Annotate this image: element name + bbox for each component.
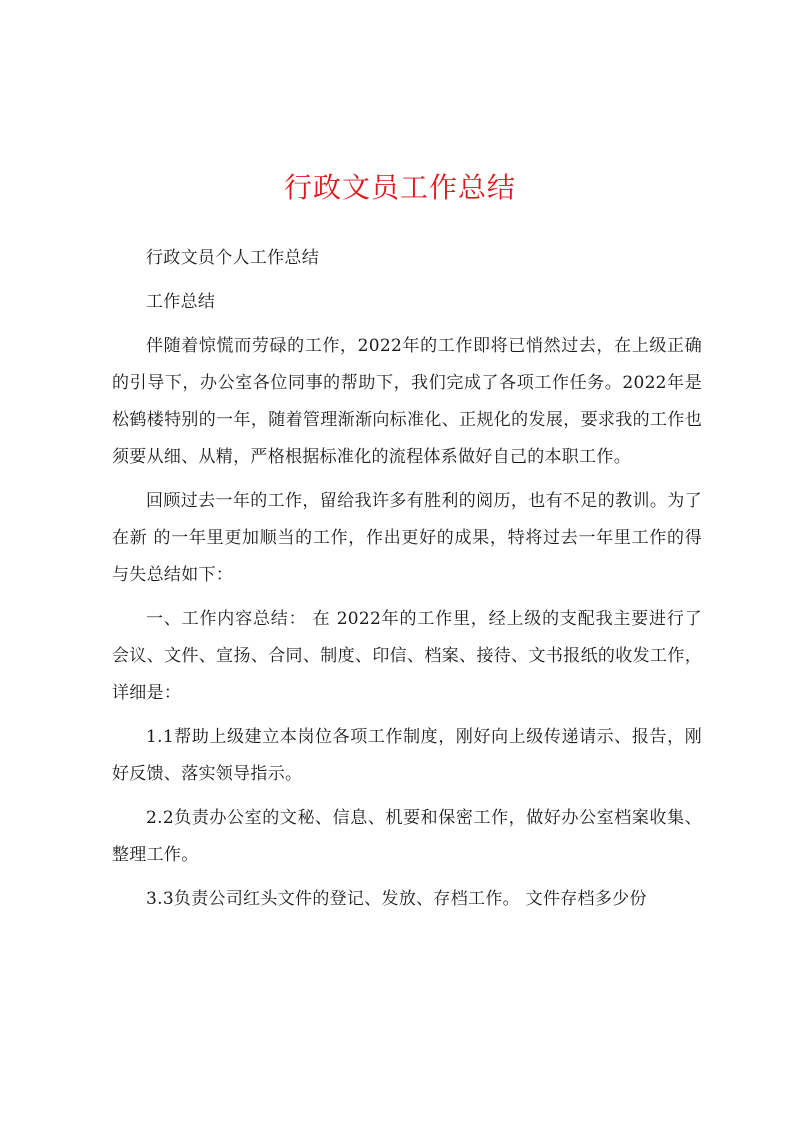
paragraph-subtitle: 行政文员个人工作总结 [146, 248, 319, 268]
paragraph-item-3-3: 3.3负责公司红头文件的登记、发放、存档工作。 文件存档多少份 [146, 889, 647, 909]
document-body [112, 240, 702, 918]
document-title: 行政文员工作总结 [283, 171, 516, 204]
paragraph-section-one: 一、工作内容总结： 在 2022年的工作里，经上级的支配我主要进行了会议、文件、宣扬、合同、制度、印信、档案、接待、文书报纸的收发工作，详细是： [112, 609, 702, 703]
paragraph-heading: 工作总结 [146, 292, 216, 312]
paragraph-item-2-2: 2.2负责办公室的文秘、信息、机要和保密工作，做好办公室档案收集、整理工作。 [112, 808, 702, 865]
paragraph-item-1-1: 1.1帮助上级建立本岗位各项工作制度，刚好向上级传递请示、报告，刚好反馈、落实领导指示。 [112, 727, 702, 784]
paragraph-review: 回顾过去一年的工作，留给我许多有胜利的阅历，也有不足的教训。为了在新 的一年里更加顺当的工作，作出更好的成果，特将过去一年里工作的得与失总结如下： [112, 491, 702, 585]
paragraph-intro: 伴随着惊慌而劳碌的工作，2022年的工作即将已悄然过去，在上级正确的引导下，办公室各位同事的帮助下，我们完成了各项工作任务。2022年是松鹤楼特别的一年，随着管理渐渐向标准化、正规化的发展，要求我的工作也须要从细、从精，严格根据标准化的流程体系做好自己的本职工作。 [112, 336, 702, 467]
